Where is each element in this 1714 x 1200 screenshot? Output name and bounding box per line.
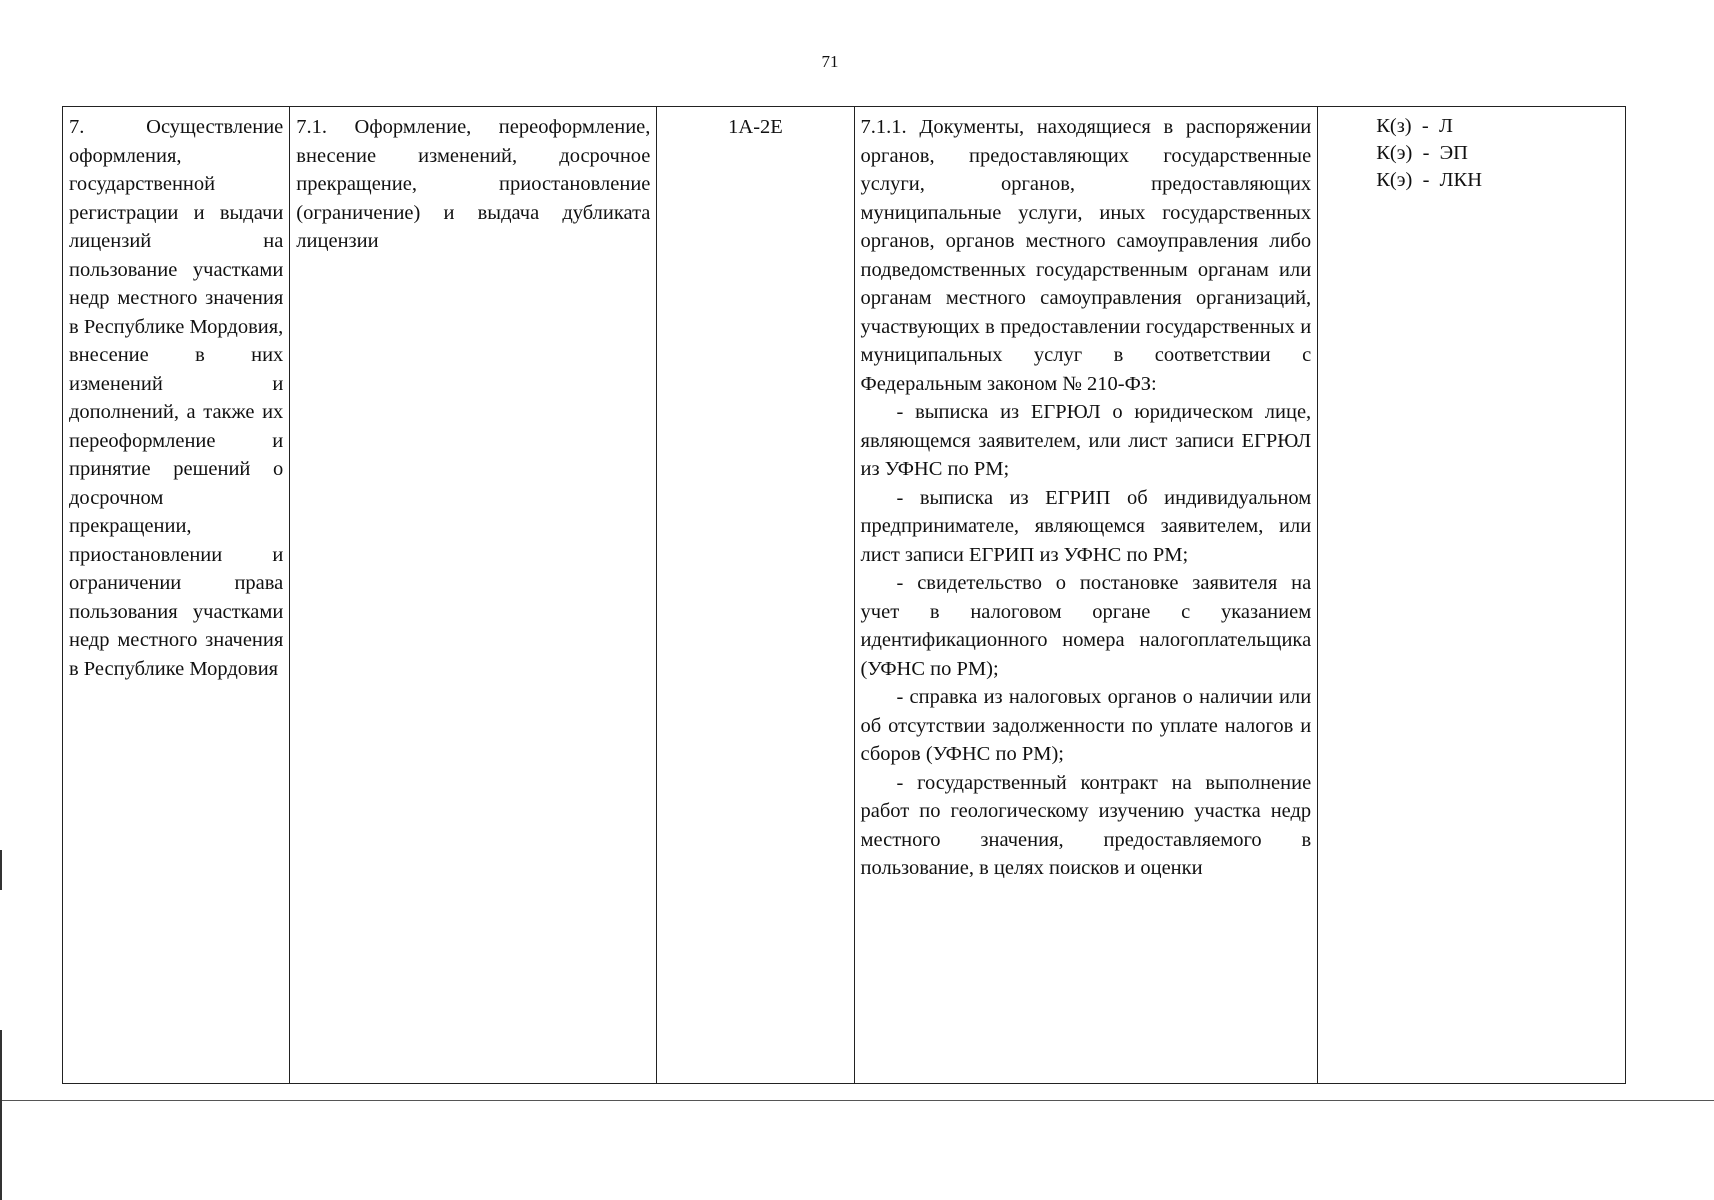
- services-table: [62, 106, 1626, 1084]
- document-item: - государственный контракт на выполнение работ по геологическому изучению участка недр местного значения, предоставляемого в пользование, в целях поисков и оценки: [860, 771, 1312, 879]
- code-cell: [657, 107, 854, 1084]
- scan-edge-mark: [0, 1030, 2, 1200]
- interaction-codes-list: [1324, 113, 1619, 194]
- document-item: - выписка из ЕГРИП об индивидуальном предпринимателе, являющемся заявителем, или лист записи ЕГРИП из УФНС по РМ;: [860, 486, 1312, 566]
- documents-intro: 7.1.1. Документы, находящиеся в распоряжении органов, предоставляющих государственные услуги, органов, предоставляющих муниципальные услуги, иных государственных органов, органов местного самоуправления либо подведомственных государственным органам или органам местного самоуправления организаций, участвующих в предоставлении государственных и муниципальных услуг в соответствии с Федеральным законом № 210-ФЗ:: [860, 116, 1312, 395]
- subservice-text: 7.1. Оформление, переоформление, внесение изменений, досрочное прекращение, приостановление (ограничение) и выдача дубликата лицензии: [296, 116, 651, 252]
- code-text: 1А-2Е: [728, 116, 783, 138]
- document-item: - справка из налоговых органов о наличии или об отсутствии задолженности по уплате налогов и сборов (УФНС по РМ);: [860, 686, 1312, 765]
- interaction-code: К(з) - Л: [1376, 115, 1453, 137]
- interaction-code: К(э) - ЛКН: [1376, 169, 1483, 191]
- documents-cell: [854, 107, 1318, 1084]
- service-name-text: 7. Осуществление оформления, государственной регистрации и выдачи лицензий на пользование участками недр местного значения в Республике Мордовия, внесение в них изменений и дополнений, а также их переоформление и принятие решений о досрочном прекращении, приостановлении и ограничении права пользования участками недр местного значения в Республике Мордовия: [69, 116, 284, 680]
- table-row: [63, 107, 1626, 1084]
- page-number: 71: [821, 52, 839, 71]
- page-bottom-rule: [0, 1100, 1714, 1101]
- service-name-cell: [63, 107, 290, 1084]
- document-item: - свидетельство о постановке заявителя на учет в налоговом органе с указанием идентификационного номера налогоплательщика (УФНС по РМ);: [860, 572, 1312, 680]
- scan-edge-mark: [0, 850, 2, 890]
- interaction-codes-cell: [1318, 107, 1626, 1084]
- interaction-code: К(э) - ЭП: [1376, 142, 1468, 164]
- subservice-cell: [290, 107, 657, 1084]
- document-item: - выписка из ЕГРЮЛ о юридическом лице, являющемся заявителем, или лист записи ЕГРЮЛ из УФНС по РМ;: [860, 401, 1312, 480]
